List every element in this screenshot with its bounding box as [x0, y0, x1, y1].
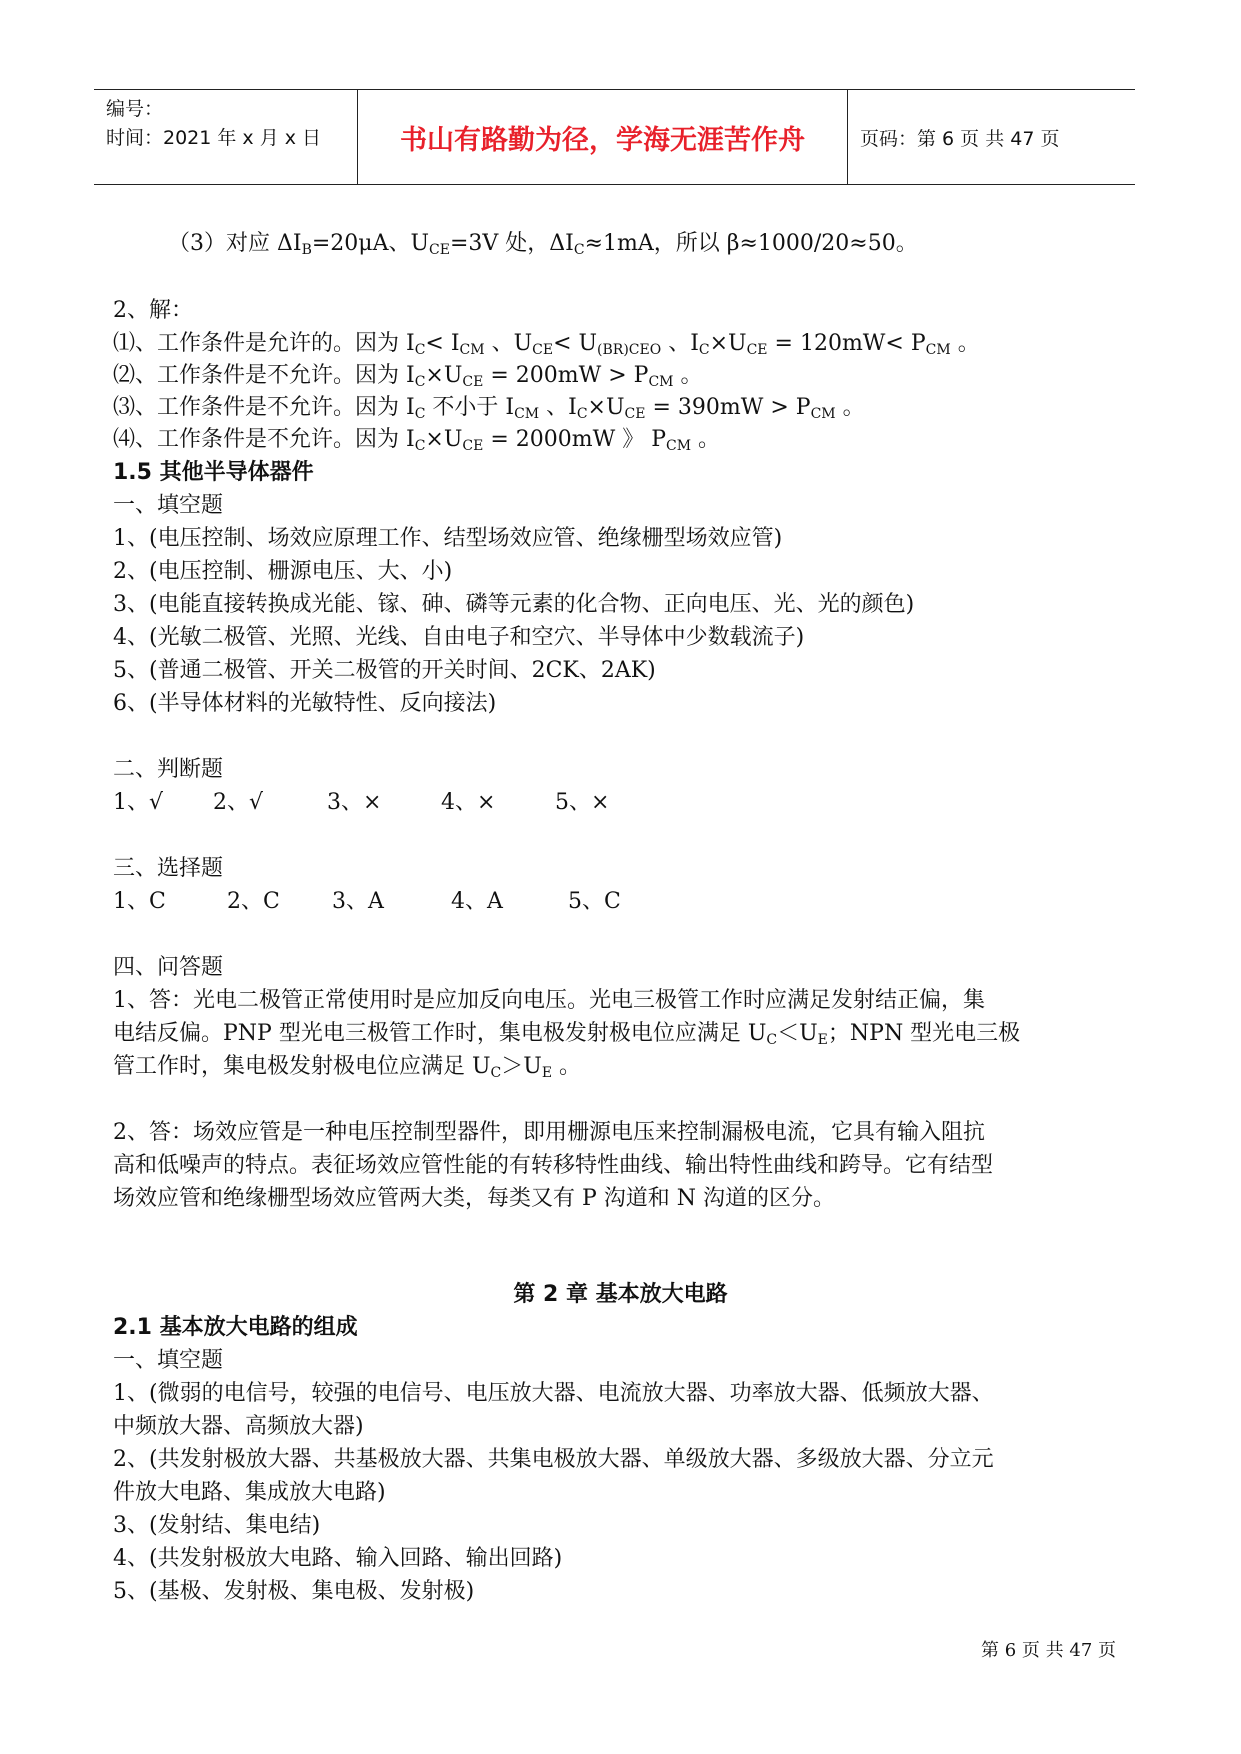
fill-item-2: 2、(电压控制、栅源电压、大、小)	[113, 559, 453, 584]
fill2-item-1-line-1: 1、(微弱的电信号，较强的电信号、电压放大器、电流放大器、功率放大器、低频放大器、	[113, 1381, 994, 1406]
qa2-line-1: 2、答：场效应管是一种电压控制型器件，即用栅源电压来控制漏极电流，它具有输入阻抗	[113, 1120, 986, 1145]
fill2-item-1-line-2: 中频放大器、高频放大器)	[113, 1414, 364, 1439]
solution-item-2: ⑵、工作条件是不允许。因为 $I_C\times U_{CE} = 200mW > P_{CM}$ 。	[113, 363, 703, 390]
solution-item-1: ⑴、工作条件是允许的。因为 $I_C< I_{CM}$ 、$U_{CE}< U_{(BR)CEO}$ 、$I_C\times U_{CE} = 120mW< P_{CM}$ 。	[113, 331, 980, 358]
judge-answer: 1、√	[113, 790, 164, 815]
qa2-line-3: 场效应管和绝缘栅型场效应管两大类，每类又有 P 沟道和 N 沟道的区分。	[113, 1186, 836, 1211]
header-time-label: 时间：2021 年 x 月 x 日	[106, 127, 322, 149]
choice-answer: 3、A	[332, 889, 384, 914]
qa2-line-2: 高和低噪声的特点。表征场效应管性能的有转移特性曲线、输出特性曲线和跨导。它有结型	[113, 1153, 994, 1178]
qa-title: 四、问答题	[113, 955, 224, 980]
fill2-item-4: 4、(共发射极放大电路、输入回路、输出回路)	[113, 1546, 563, 1571]
choice-answer: 1、C	[113, 889, 166, 914]
fill-item-1: 1、(电压控制、场效应原理工作、结型场效应管、绝缘栅型场效应管)	[113, 526, 783, 551]
header-number-label: 编号：	[106, 98, 164, 120]
fill-blank-title: 一、填空题	[113, 493, 224, 518]
judge-answer: 4、×	[441, 790, 496, 815]
fill2-item-2-line-2: 件放大电路、集成放大电路)	[113, 1480, 386, 1505]
choice-answer: 2、C	[227, 889, 280, 914]
fill-item-3: 3、(电能直接转换成光能、镓、砷、磷等元素的化合物、正向电压、光、光的颜色)	[113, 592, 915, 617]
fill2-item-2-line-1: 2、(共发射极放大器、共基极放大器、共集电极放大器、单级放大器、多级放大器、分立元	[113, 1447, 994, 1472]
fill2-title: 一、填空题	[113, 1348, 224, 1373]
solution-title: 2、解：	[113, 298, 193, 323]
judge-answer: 5、×	[555, 790, 610, 815]
qa1-line-2: 电结反偏。PNP 型光电三极管工作时，集电极发射极电位应满足 $U_C<U_E$；NPN 型光电三极	[113, 1021, 1021, 1048]
section-heading-1-5: 1.5 其他半导体器件	[113, 460, 314, 485]
fill-item-5: 5、(普通二极管、开关二极管的开关时间、2CK、2AK)	[113, 658, 656, 683]
choice-title: 三、选择题	[113, 856, 224, 881]
header-motto: 书山有路勤为径，学海无涯苦作舟	[358, 90, 848, 184]
qa1-line-1: 1、答：光电二极管正常使用时是应加反向电压。光电三极管工作时应满足发射结正偏，集	[113, 988, 986, 1013]
solution-item-4: ⑷、工作条件是不允许。因为 $I_C\times U_{CE} = 2000mW$ 》 $P_{CM}$ 。	[113, 427, 721, 454]
header-left-cell	[94, 90, 358, 184]
choice-answer: 4、A	[451, 889, 503, 914]
judge-answer: 2、√	[213, 790, 264, 815]
choice-answer: 5、C	[568, 889, 621, 914]
section-heading-2-1: 2.1 基本放大电路的组成	[113, 1315, 358, 1340]
qa1-line-3: 管工作时，集电极发射极电位应满足 $U_C>U_E$ 。	[113, 1054, 582, 1081]
choice-answers	[113, 884, 621, 915]
body-line-formula: （3）对应 $\Delta I_B=20\mu A$、$U_{CE}=3V$ 处，$\Delta I_C\approx 1mA$，所以 β≈1000/20≈50。	[168, 231, 918, 258]
header-page-info: 页码：第 6 页 共 47 页	[860, 127, 1060, 150]
chapter-2-heading: 第 2 章 基本放大电路	[513, 1282, 728, 1307]
fill2-item-5: 5、(基极、发射极、集电极、发射极)	[113, 1579, 475, 1604]
page-header	[94, 89, 1135, 185]
fill-item-6: 6、(半导体材料的光敏特性、反向接法)	[113, 691, 497, 716]
judge-answer: 3、×	[327, 790, 382, 815]
fill2-item-3: 3、(发射结、集电结)	[113, 1513, 321, 1538]
fill-item-4: 4、(光敏二极管、光照、光线、自由电子和空穴、半导体中少数载流子)	[113, 625, 805, 650]
judge-title: 二、判断题	[113, 757, 224, 782]
judge-answers	[113, 785, 609, 816]
page-footer: 第 6 页 共 47 页	[981, 1640, 1116, 1661]
solution-item-3: ⑶、工作条件是不允许。因为 $I_C$ 不小于 $I_{CM}$ 、$I_C\times U_{CE} = 390mW > P_{CM}$ 。	[113, 395, 865, 422]
